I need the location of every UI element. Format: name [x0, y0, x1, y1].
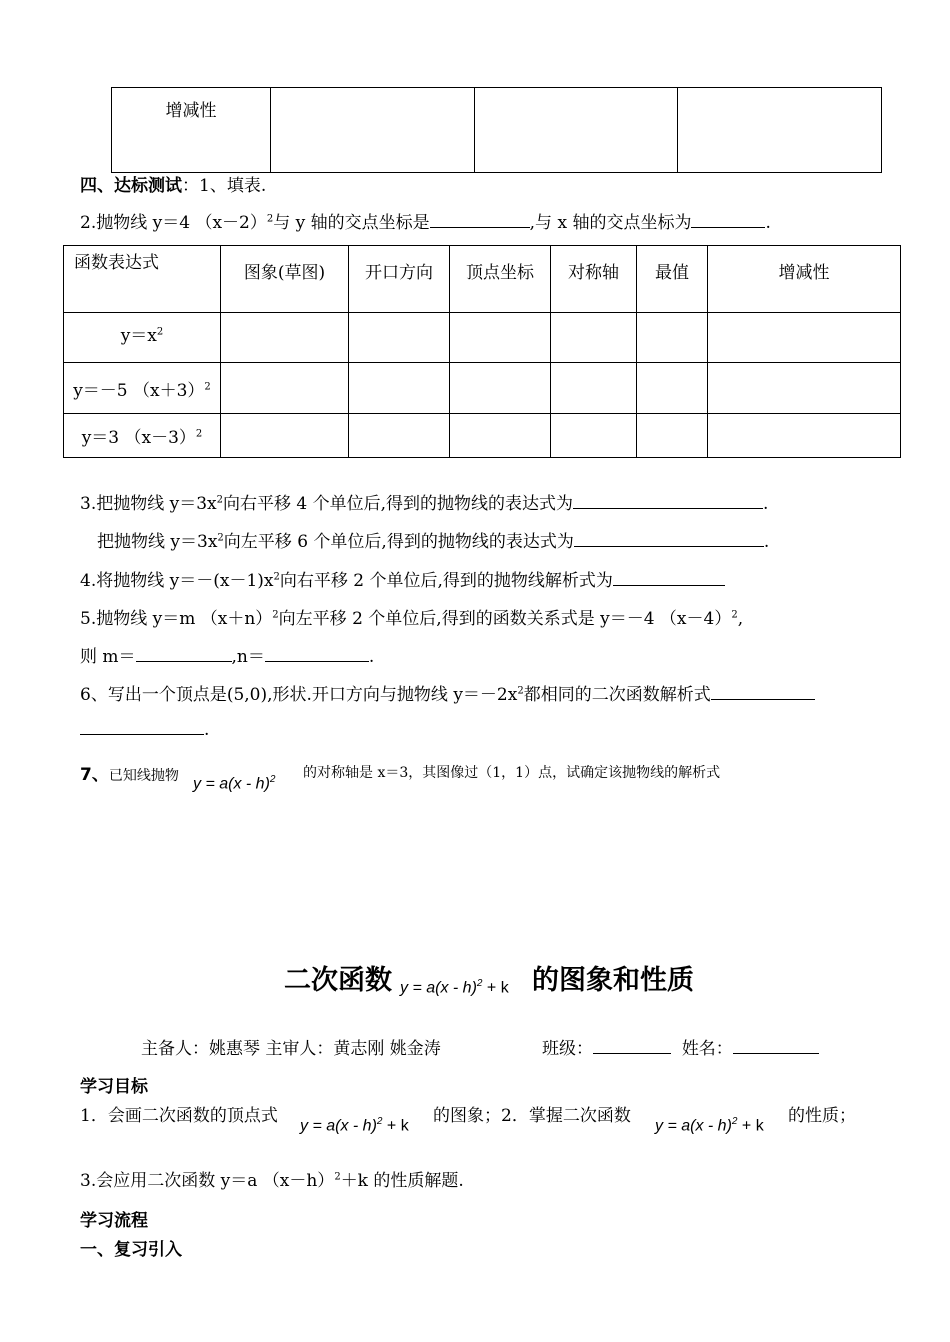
table-row	[64, 414, 901, 458]
title-formula: y = a(x - h)$^2$ + k	[400, 978, 509, 997]
section4-line	[80, 171, 266, 196]
col-header: 函数表达式	[64, 246, 221, 313]
col-header: 开口方向	[349, 246, 450, 313]
col-header: 顶点坐标	[450, 246, 551, 313]
goal1-b: 的图象；2．掌握二次函数	[433, 1106, 631, 1126]
q3-blank1[interactable]	[573, 492, 763, 509]
q6-line1: 6、写出一个顶点是(5,0),形状.开口方向与抛物线 $y=-2x^2$都相同的二次函数解析式	[80, 680, 815, 705]
q2-blank2[interactable]	[691, 211, 765, 228]
goal-formula-1: y = a(x - h)$^2$ + k	[300, 1116, 409, 1135]
col-header: 图象(草图)	[221, 246, 349, 313]
q7-line: 7、已知线抛物	[80, 765, 179, 785]
fill-table	[63, 245, 901, 458]
section4-rest: ：1、填表.	[182, 176, 267, 196]
page-title: 二次函数	[284, 965, 392, 996]
row-function: y＝－5 $(x+3)^2$	[64, 363, 221, 414]
q5-line1: 5.抛物线 y＝m $(x+n)^2$向左平移 2 个单位后,得到的函数关系式是 y＝－4 $(x-4)^2$,	[80, 609, 744, 629]
q3-line2: 把抛物线 $y=3x^2$向左平移 6 个单位后,得到的抛物线的表达式为 .	[97, 532, 770, 552]
q6-line2: .	[80, 718, 209, 740]
row-function: $y=x^2$	[64, 313, 221, 363]
goals-heading: 学习目标	[80, 1077, 148, 1097]
goal1-a: 1．会画二次函数的顶点式	[80, 1106, 278, 1126]
top-table	[111, 87, 882, 173]
q7-formula: y = a(x - h)$^2$	[193, 774, 276, 793]
authors: 主备人：姚惠琴 主审人：黄志刚 姚金涛	[141, 1039, 441, 1059]
col-header: 最值	[637, 246, 708, 313]
q5-blank-n[interactable]	[265, 645, 369, 662]
class-field[interactable]	[593, 1037, 671, 1054]
goal-formula-2: y = a(x - h)$^2$ + k	[655, 1116, 764, 1135]
table-row	[64, 313, 901, 363]
goal3: 3.会应用二次函数 y＝a $(x-h)^2+k$ 的性质解题.	[80, 1171, 464, 1191]
name-field[interactable]	[733, 1037, 819, 1054]
table-row	[64, 363, 901, 414]
section4-heading: 四、达标测试	[80, 176, 182, 196]
top-table-label: 增减性	[112, 88, 271, 173]
q4-line: 4.将抛物线 $y=-(x-1)x^2$向右平移 2 个单位后,得到的抛物线解析式为	[80, 566, 725, 591]
goal2-b: 的性质；	[788, 1106, 856, 1126]
q4-blank[interactable]	[613, 569, 725, 586]
review-heading: 一、复习引入	[80, 1240, 182, 1260]
col-header: 对称轴	[551, 246, 637, 313]
q6-blank2[interactable]	[80, 718, 204, 735]
table-header-row	[64, 246, 901, 313]
q6-blank1[interactable]	[711, 683, 815, 700]
q5-blank-m[interactable]	[136, 645, 232, 662]
q5-line2: 则 m＝ ,n＝ .	[80, 647, 375, 667]
q7-rest: 的对称轴是 x＝3，其图像过（1，1）点，试确定该抛物线的解析式	[303, 765, 721, 781]
class-name-line: 班级： 姓名：	[542, 1034, 819, 1059]
flow-heading: 学习流程	[80, 1211, 148, 1231]
q3-blank2[interactable]	[574, 530, 764, 547]
q2-line: 2.抛物线 y＝4 $(x-2)^2$与 y 轴的交点坐标是 ,与 x 轴的交点坐标为 .	[80, 213, 771, 233]
col-header: 增减性	[708, 246, 901, 313]
q2-blank1[interactable]	[430, 211, 530, 228]
row-function: y＝3 $(x-3)^2$	[64, 414, 221, 458]
q3-line1: 3.把抛物线 $y=3x^2$向右平移 4 个单位后,得到的抛物线的表达式为 .	[80, 494, 769, 514]
page-title-rest: 的图象和性质	[532, 965, 694, 996]
